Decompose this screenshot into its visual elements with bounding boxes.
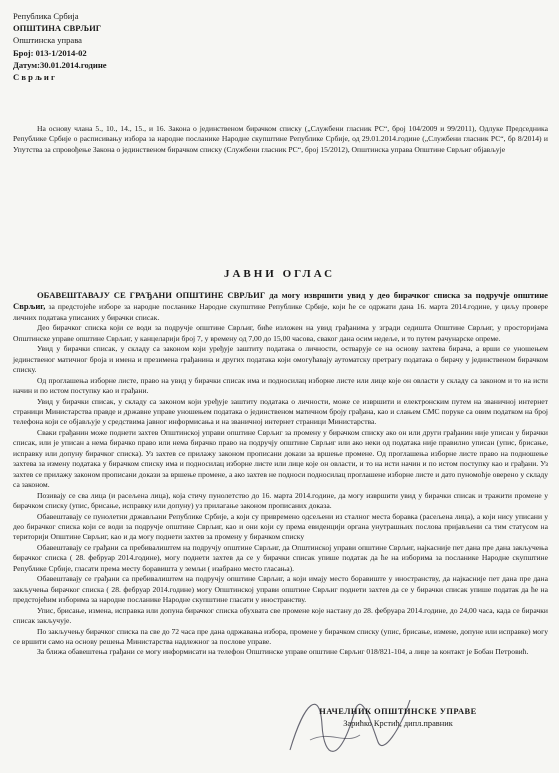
lead-rest: за предстојеће изборе за народне посланике Народне скупштине Републике Србије, који ће се одржати дана 16. марта 2014.године, у циљу провере личних података уписаних у бирачки списак. <box>13 302 548 322</box>
lead-paragraph <box>13 290 548 323</box>
signature-block <box>258 706 538 730</box>
header-municipality: ОПШТИНА СВРЉИГ <box>13 23 102 34</box>
paragraph: Упис, брисање, измена, исправка или допуна бирачког списка обухвата све промене које настану до 28. фебруара 2014.године, до 24,00 часа, када се бирачки списак закључује. <box>13 605 548 626</box>
header-administration: Општинска управа <box>13 35 82 46</box>
paragraph: За ближа обавештења грађани се могу информисати на телефон Општинске управе општине Сврљиг 018/821-104, а лице за контакт је Бобан Петровић. <box>37 647 529 657</box>
notice-body <box>13 290 548 658</box>
paragraph: Обавештавају се грађани са пребивалиштем на подручју општине Сврљиг, а који имају место боравиште у иностранству, да најкасније пет дана пре дана закључења бирачког списка ( 28. фебруар 2014.године) могу Општинској управи општине Сврљиг поднети захтев да се у бирачки списак упише податак да ће на предстојећим изборима за народне посланике Народне скупштине гласати у иностранству. <box>13 574 548 605</box>
header-city: С в р љ и г <box>13 72 55 83</box>
preamble-block <box>13 124 548 155</box>
header-date: Датум:30.01.2014.године <box>13 59 107 70</box>
paragraph: По закључењу бирачког списка па све до 72 часа пре дана одржавања избора, промене у бирачком списку (упис, брисање, измене, допуне или исправке) могу се вршити само на основу решења Министарства надлежног за послове управе. <box>13 626 548 646</box>
signature-name: Зарићко Крстић, дипл.правник <box>343 719 453 728</box>
paragraph: Увид у бирачки списак, у складу са законом који уређује заштиту података о личности, може се извршити и електронским путем на званичној интернет страници Министарства правде и државне управе уношењем података о јединственом матичном броју грађана, као и слањем СМС поруке са овим податком на број телефона који се објављује у средствима јавног информисања и на званичној интернет страници Министарства. <box>13 396 548 427</box>
paragraph: Увид у бирачки списак, у складу са законом који уређује заштиту података о личности, остварује се на основу захтева бирача, а врши се уношењем јединственог матичног броја и имена и презимена грађанина и других података који омогућавају аутоматску претрагу података о бирачу у јединственом бирачком списку. <box>13 344 548 375</box>
preamble: На основу члана 5., 10., 14., 15., и 16. Закона о јединственом бирачком списку („Службени гласник РС“, број 104/2009 и 99/2011), Одлуке Председника Републике Србије о расписивању избора за народне посланике Народне скупштине Републике Србије, од 29.01.2014.године („Службени гласник РС“, бр 8/2014) и Упутства за спровођење Закона о јединственом бирачком списку (Службени гласник РС“, број 15/2012), Општинска управа Општине Сврљиг објављује <box>13 124 548 154</box>
paragraph: Обавештавају се грађани са пребивалиштем на подручју општине Сврљиг, да Општинској управи општине Сврљиг, најкасније пет дана пре дана закључења бирачког списка ( 28. фебруар 2014.године), могу поднети захтев да се у бирачки списак упише податак да ће на изборима за посланике Народне скупштине Републике Србије, гласати према месту боравишта у земљи ( изабрано место гласања). <box>13 542 548 573</box>
paragraph: Од проглашења изборне листе, право на увид у бирачки списак има и подносилац изборне листе или лице које он овласти у складу са законом и то на исти начин и по истом поступку као и грађани. <box>13 375 548 396</box>
paragraph: Позивају се сва лица (и расељена лица), која стичу пунолетство до 16. марта 2014.године, да могу извршити увид у бирачки списак и тражити промене у бирачком списку (упис, брисање, исправку или допуну) уз прилагање законом прописаних доказа. <box>13 490 548 511</box>
header-number: Број: 013-1/2014-02 <box>13 47 87 58</box>
paragraph: Део бирачког списка који се води за подручје општине Сврљиг, биће изложен на увид грађанима у згради седишта Општине Сврљиг, у просторијама Општинске управе општине Сврљиг, у канцеларији број 7, у времену од 7,00 до 15,00 часова, сваког дана осим недеље, и то путем рачунарске опреме. <box>13 323 548 343</box>
signature-title: НАЧЕЛНИК ОПШТИНСКЕ УПРАВЕ <box>319 707 477 716</box>
paragraph: Сваки грађанин може поднети захтев Општинској управи општине Сврљиг за промену у бирачком списку ако он или други грађанин није уписан у бирачки списак, или је уписан а нема бирачко право или нема бирачко право на подручју општине Сврљиг или ако неки од података није правилно уписан (упис, брисање, исправку или допуну бирачког списка). Уз захтев се прилажу законом прописани докази за вршење промене. Од проглашења изборне листе право на подношење захтева за измену података у бирачком списку има и подносилац изборне листе или лице које он овласти, и то на исти начин и по истом поступку као и грађани. Уз захтев се прилажу законом прописани докази за вршење промене, а ако захтев не подноси подносилац проглашене изборне листе и дато пуномоћје оверено у складу са законом. <box>13 427 548 490</box>
header-republic: Република Србија <box>13 11 79 21</box>
notice-title: ЈАВНИ ОГЛАС <box>223 268 336 280</box>
lead-bold: ОБАВЕШТАВАЈУ СЕ ГРАЂАНИ ОПШТИНЕ СВРЉИГ да могу извршити увид у део бирачког списка за подручје општине Сврљиг, <box>13 290 548 312</box>
paragraph: Обавештавају се пунолетни држављани Републике Србије, а који су привремено одсељени из сталног места боравка (расељена лица), а који нису уписани у део бирачког списка који се води за подручје општине Сврљиг, као и они који су према евиденцији органа унутрашњих послова пријављени са тим статусом на територији Општине Сврљиг, као и да могу поднети захтев за промену у бирачком списку <box>13 511 548 542</box>
document-header <box>13 10 107 83</box>
